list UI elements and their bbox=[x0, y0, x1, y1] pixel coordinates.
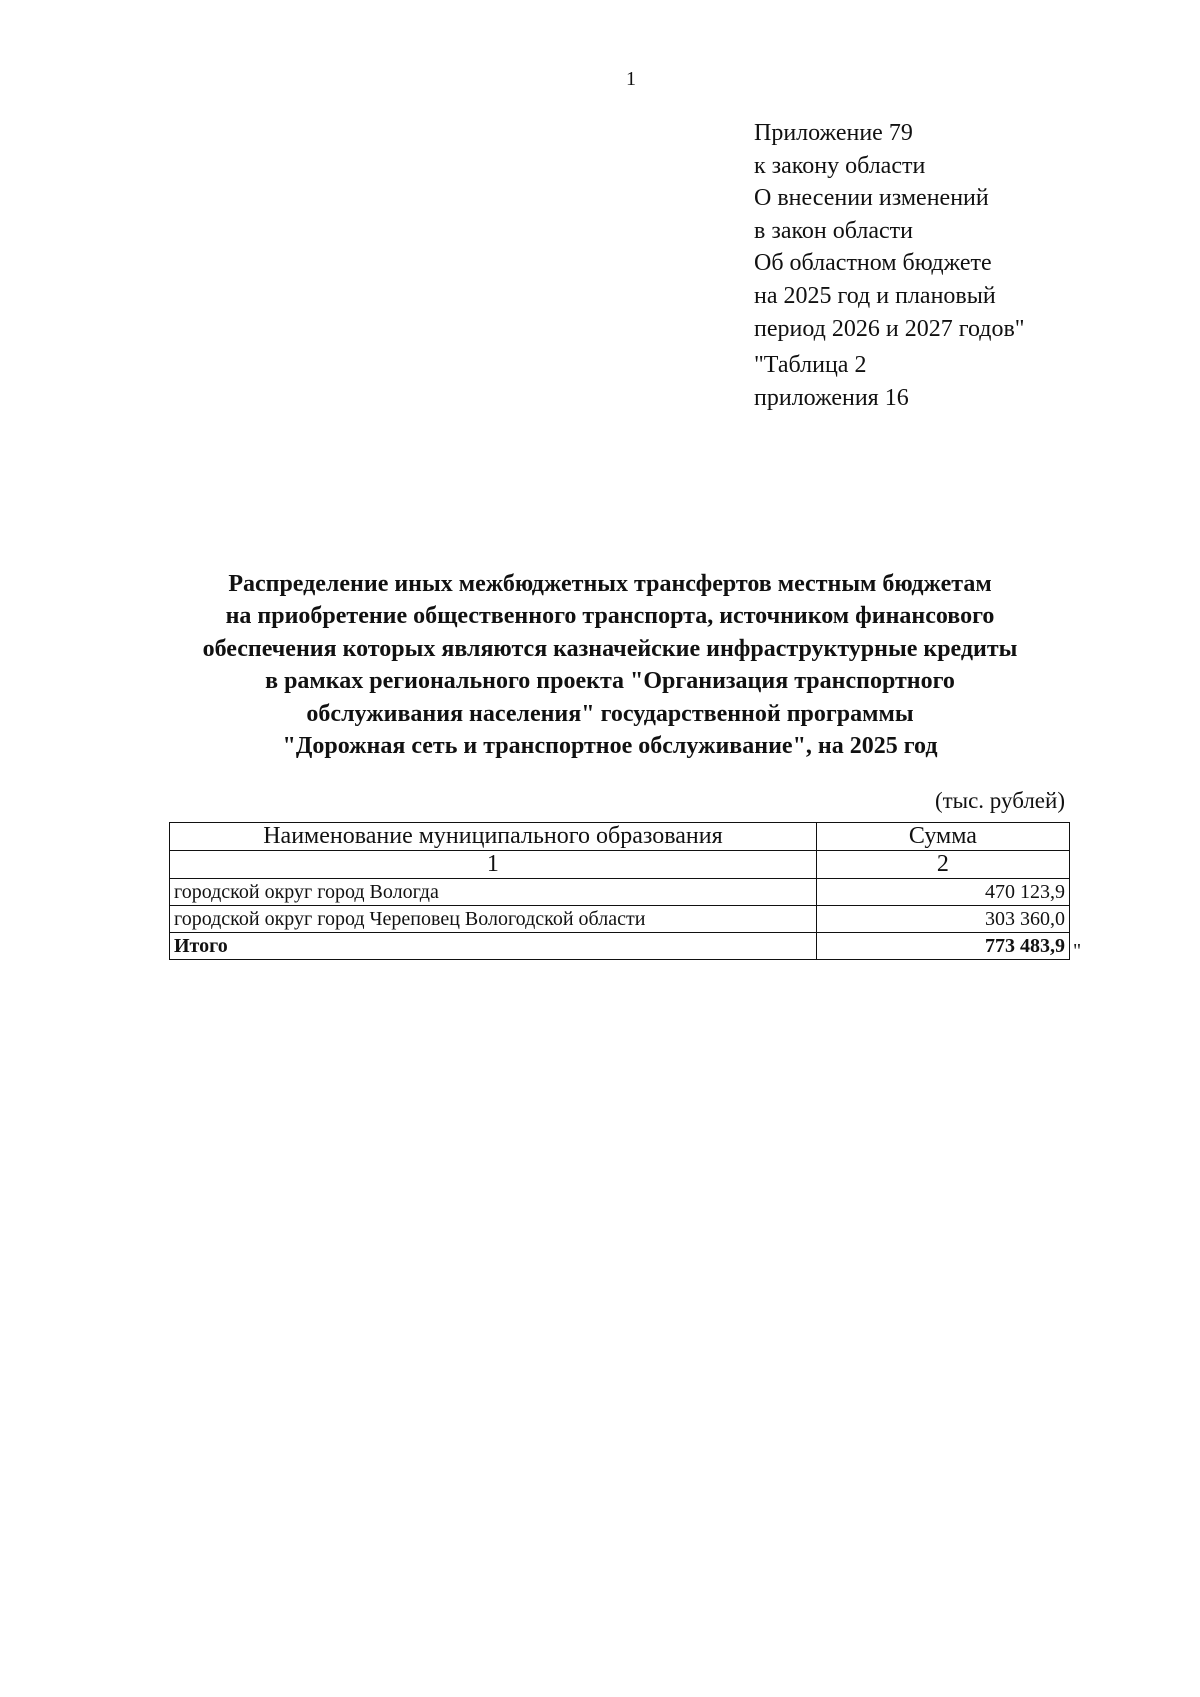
total-label: Итого bbox=[170, 933, 817, 960]
table-row bbox=[170, 879, 1070, 906]
table-row bbox=[170, 906, 1070, 933]
transfers-table bbox=[169, 822, 1070, 960]
header-sum: Сумма bbox=[816, 823, 1069, 851]
page-number: 1 bbox=[626, 68, 636, 90]
annex-line: Приложение 79 bbox=[754, 120, 913, 146]
annex-line: Об областном бюджете bbox=[754, 250, 992, 277]
title-line: Распределение иных межбюджетных трансфертов местным бюджетам bbox=[228, 571, 992, 597]
total-sum: 773 483,9 bbox=[816, 933, 1069, 960]
closing-quote: " bbox=[1073, 940, 1082, 962]
column-number: 2 bbox=[816, 851, 1069, 879]
annex-line: приложения 16 bbox=[754, 384, 909, 411]
title-line: обеспечения которых являются казначейские инфраструктурные кредиты bbox=[202, 635, 1018, 662]
row-sum: 303 360,0 bbox=[816, 906, 1069, 933]
title-line: в рамках регионального проекта "Организация транспортного bbox=[265, 668, 955, 695]
title-line: обслуживания населения" государственной программы bbox=[306, 700, 914, 727]
header-name: Наименование муниципального образования bbox=[170, 823, 817, 851]
annex-line: О внесении изменений bbox=[754, 185, 989, 212]
annex-header bbox=[754, 117, 1025, 414]
annex-line: период 2026 и 2027 годов" bbox=[754, 315, 1025, 342]
title-line: "Дорожная сеть и транспортное обслуживание", на 2025 год bbox=[282, 733, 938, 760]
annex-line: на 2025 год и плановый bbox=[754, 282, 996, 309]
row-name: городской округ город Череповец Вологодской области bbox=[170, 906, 817, 933]
row-sum: 470 123,9 bbox=[816, 879, 1069, 906]
column-number: 1 bbox=[170, 851, 817, 879]
row-name: городской округ город Вологда bbox=[170, 879, 817, 906]
annex-line: к закону области bbox=[754, 152, 926, 179]
table-header-row bbox=[170, 823, 1070, 851]
table-column-numbers-row bbox=[170, 851, 1070, 879]
units-label: (тыс. рублей) bbox=[934, 788, 1065, 813]
title-line: на приобретение общественного транспорта, источником финансового bbox=[225, 603, 995, 630]
annex-line: "Таблица 2 bbox=[754, 352, 867, 379]
table-total-row bbox=[170, 933, 1070, 960]
annex-line: в закон области bbox=[754, 217, 913, 244]
document-title bbox=[150, 568, 1070, 762]
